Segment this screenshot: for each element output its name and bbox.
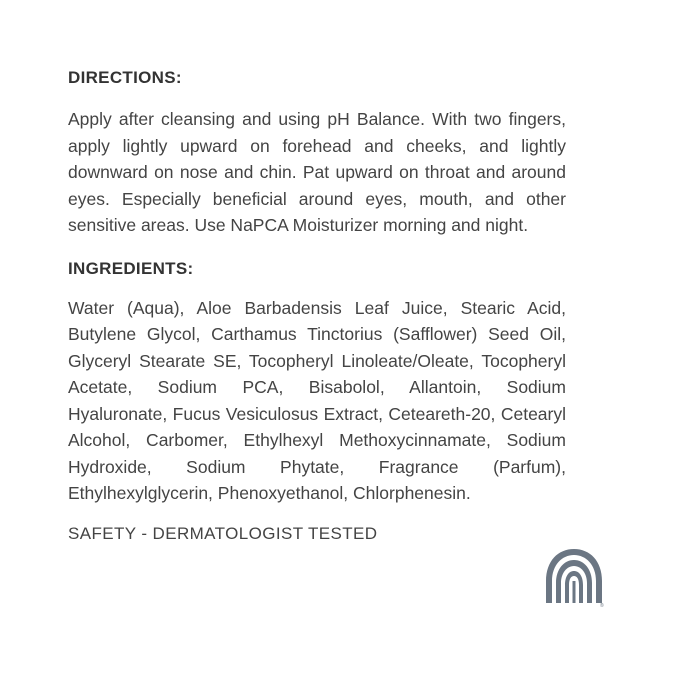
product-info	[68, 66, 566, 547]
ingredients-text: Water (Aqua), Aloe Barbadensis Leaf Juice, Stearic Acid, Butylene Glycol, Carthamus Tinctorius (Safflower) Seed Oil, Glyceryl Stearate SE, Tocopheryl Linoleate/Oleate, Tocopheryl Acetate, Sodium PCA, Bisabolol, Allantoin, Sodium Hyaluronate, Fucus Vesiculosus Extract, Ceteareth-20, Cetearyl Alcohol, Carbomer, Ethylhexyl Methoxycinnamate, Sodium Hydroxide, Sodium Phytate, Fragrance (Parfum), Ethylhexylglycerin, Phenoxyethanol, Chlorphenesin.	[68, 297, 566, 503]
directions-heading: DIRECTIONS:	[68, 68, 182, 87]
brand-arch-logo-icon	[543, 545, 607, 609]
registered-mark: ®	[600, 603, 604, 609]
ingredients-heading: INGREDIENTS:	[68, 258, 194, 278]
directions-text: Apply after cleansing and using pH Balance. With two fingers, apply lightly upward on forehead and cheeks, and lightly downward on nose and chin. Pat upward on throat and around eyes. Especially beneficial around eyes, mouth, and other sensitive areas. Use NaPCA Moisturizer morning and night.	[68, 109, 566, 235]
safety-statement: SAFETY - DERMATOLOGIST TESTED	[68, 523, 378, 543]
